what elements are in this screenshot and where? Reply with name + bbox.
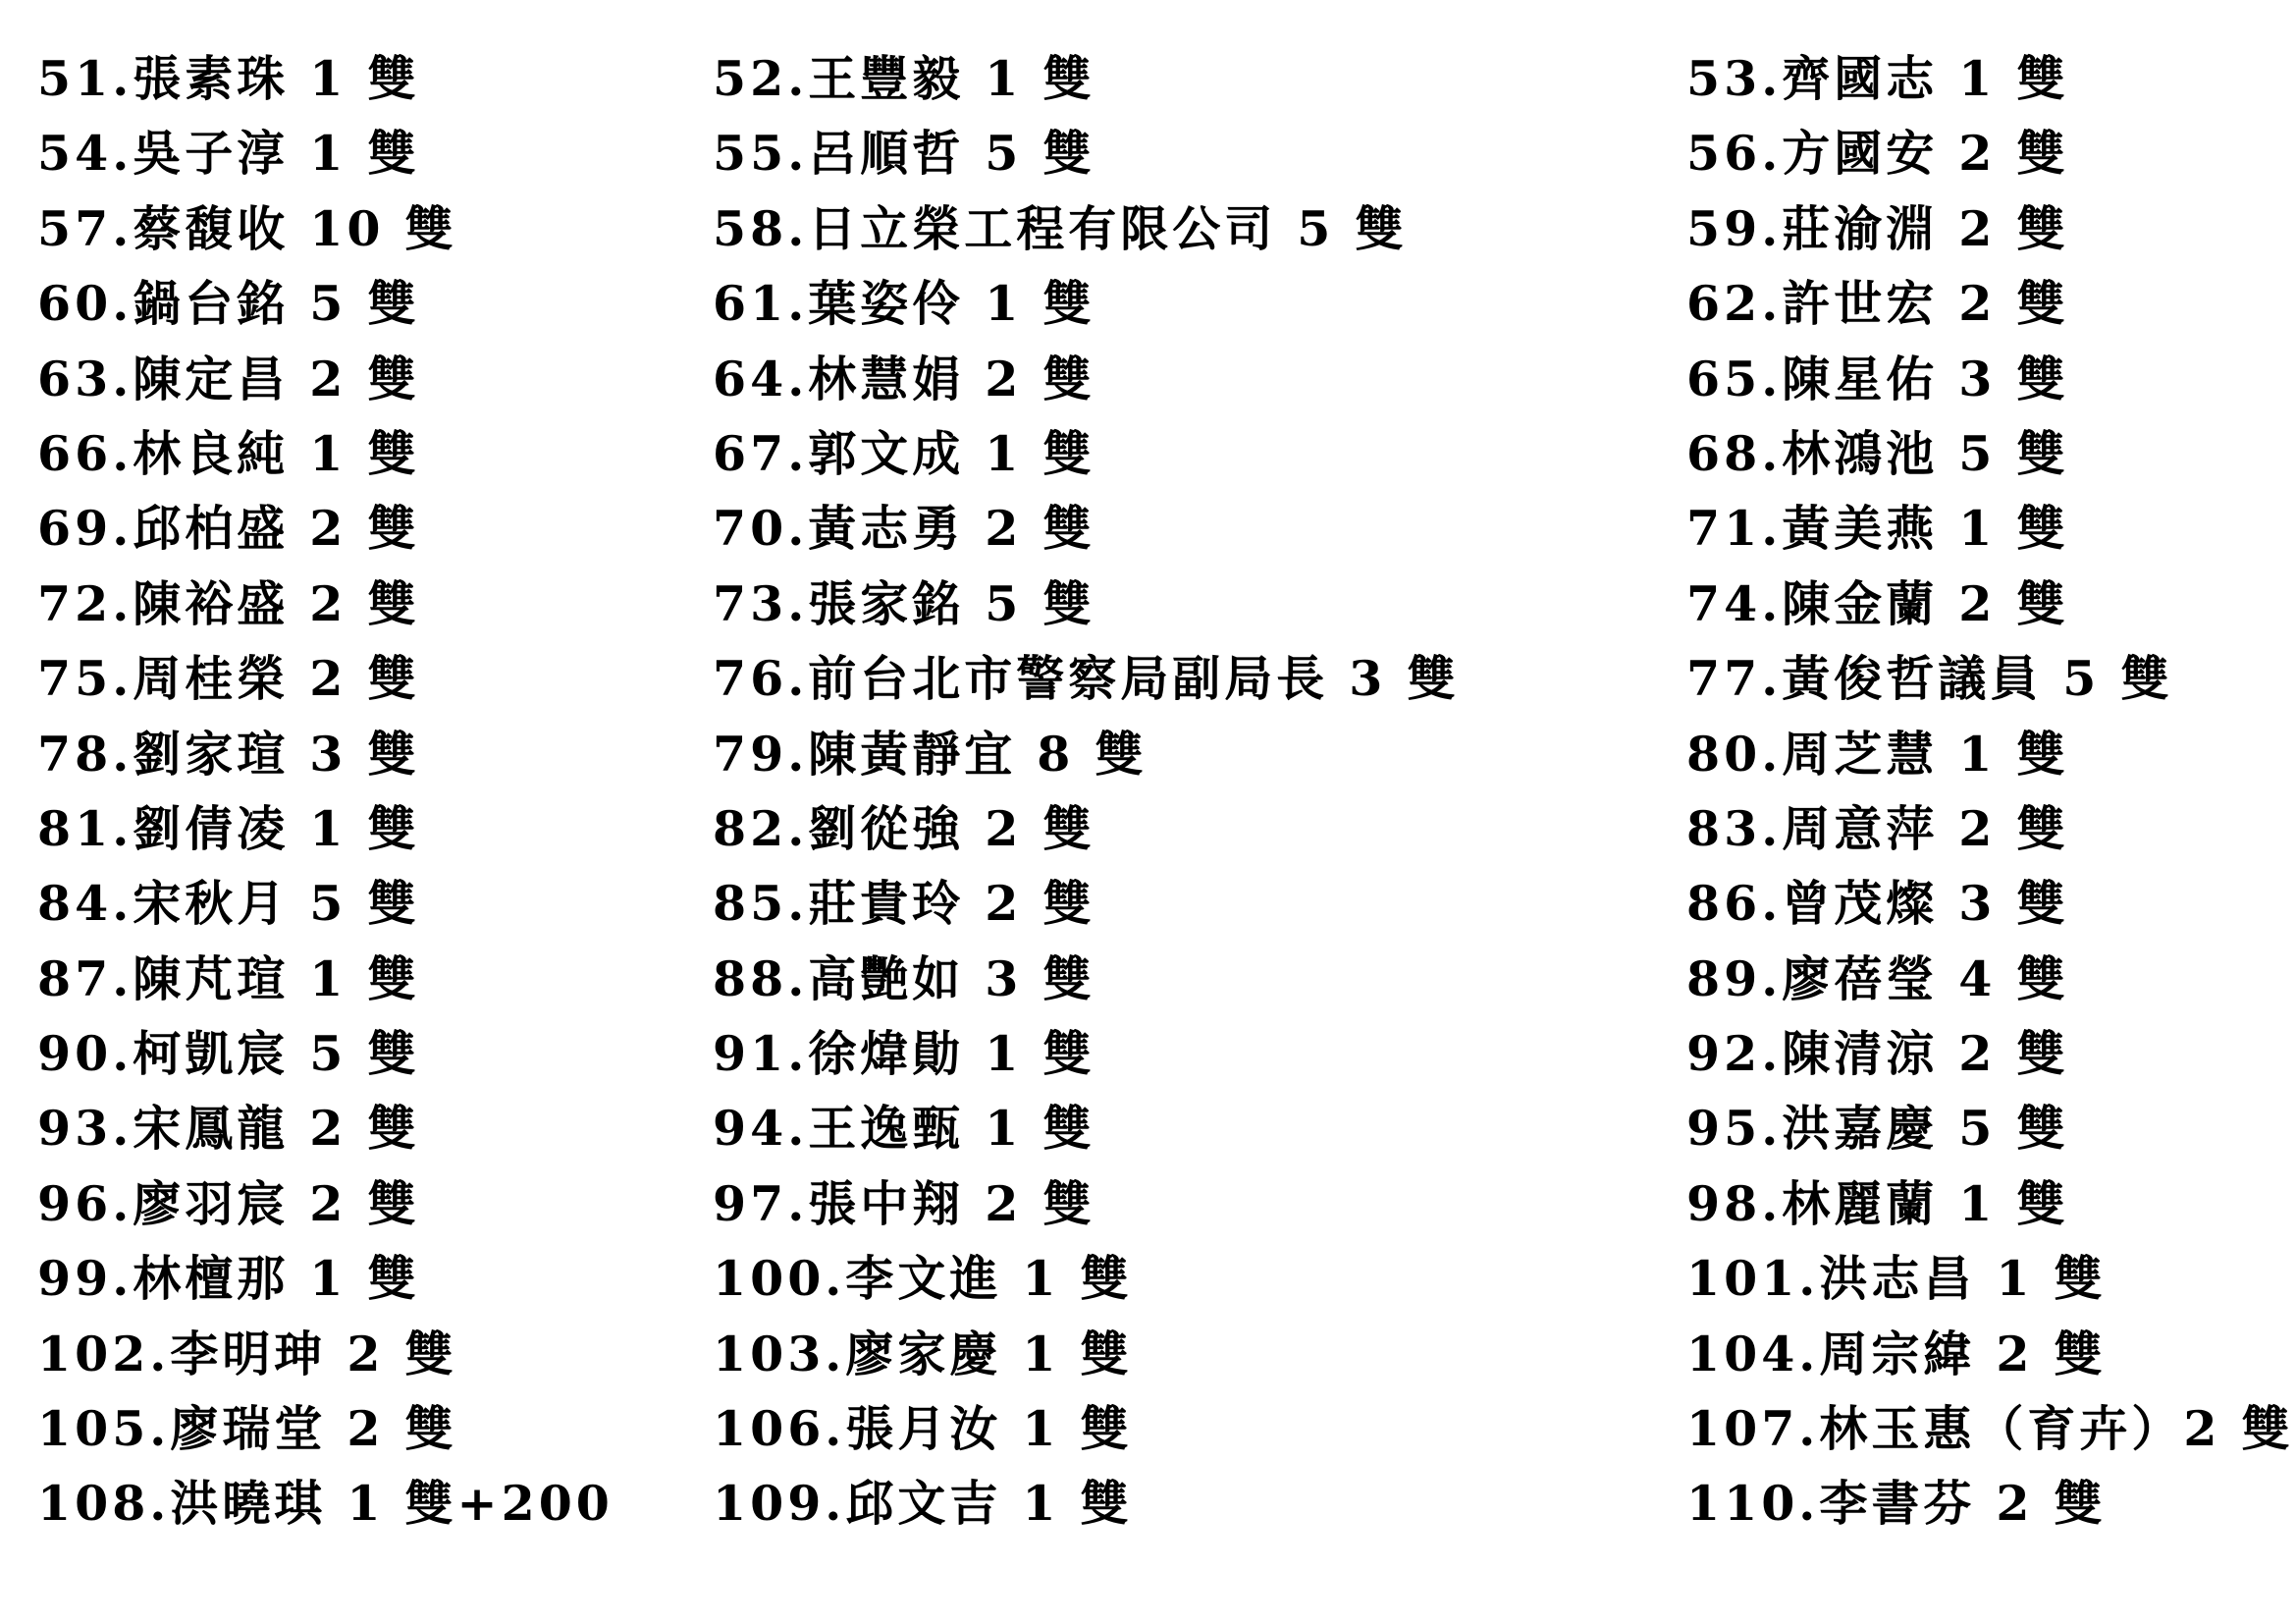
donor-entry: 70.黃志勇 2 雙 bbox=[713, 500, 1095, 558]
donor-entry: 82.劉從強 2 雙 bbox=[713, 799, 1095, 857]
donor-entry: 56.方國安 2 雙 bbox=[1686, 125, 2069, 183]
donor-entry: 99.林檀那 1 雙 bbox=[37, 1250, 420, 1308]
donor-entry: 98.林麗蘭 1 雙 bbox=[1686, 1174, 2069, 1232]
donor-entry: 100.李文進 1 雙 bbox=[713, 1250, 1133, 1308]
donor-entry: 102.李明珅 2 雙 bbox=[37, 1325, 457, 1382]
donor-column-2 bbox=[713, 41, 1459, 1542]
donor-entry: 60.鍋台銘 5 雙 bbox=[37, 275, 420, 333]
donor-entry: 103.廖家慶 1 雙 bbox=[713, 1325, 1133, 1382]
donor-entry: 52.王豐毅 1 雙 bbox=[713, 50, 1095, 107]
donor-entry: 65.陳星佑 3 雙 bbox=[1686, 350, 2069, 407]
donor-entry: 90.柯凱宸 5 雙 bbox=[37, 1025, 420, 1083]
donor-entry: 88.高艷如 3 雙 bbox=[713, 949, 1095, 1007]
donor-column-3 bbox=[1686, 41, 2294, 1542]
donor-entry: 66.林良純 1 雙 bbox=[37, 424, 420, 482]
donor-entry: 61.葉姿伶 1 雙 bbox=[713, 275, 1095, 333]
donor-entry: 91.徐煒勛 1 雙 bbox=[713, 1025, 1095, 1083]
donor-entry: 77.黃俊哲議員 5 雙 bbox=[1686, 650, 2173, 708]
donor-entry: 92.陳清涼 2 雙 bbox=[1686, 1025, 2069, 1083]
donor-entry: 95.洪嘉慶 5 雙 bbox=[1686, 1100, 2069, 1158]
donor-entry: 110.李書芬 2 雙 bbox=[1686, 1475, 2107, 1533]
donor-entry: 67.郭文成 1 雙 bbox=[713, 424, 1095, 482]
donor-entry: 78.劉家瑄 3 雙 bbox=[37, 725, 420, 783]
donor-entry: 57.蔡馥收 10 雙 bbox=[37, 199, 457, 257]
donor-entry: 63.陳定昌 2 雙 bbox=[37, 350, 420, 407]
donor-entry: 59.莊渝淵 2 雙 bbox=[1686, 199, 2069, 257]
donor-entry: 97.張中翔 2 雙 bbox=[713, 1174, 1095, 1232]
donor-entry: 74.陳金蘭 2 雙 bbox=[1686, 574, 2069, 632]
donor-entry: 108.洪曉琪 1 雙+200 bbox=[37, 1475, 614, 1533]
donor-entry: 85.莊貴玲 2 雙 bbox=[713, 875, 1095, 933]
donor-entry: 87.陳芃瑄 1 雙 bbox=[37, 949, 420, 1007]
donor-entry: 109.邱文吉 1 雙 bbox=[713, 1475, 1133, 1533]
donor-entry: 64.林慧娟 2 雙 bbox=[713, 350, 1095, 407]
donor-entry: 106.張月汝 1 雙 bbox=[713, 1400, 1133, 1458]
donor-entry: 107.林玉惠（育卉）2 雙 bbox=[1686, 1400, 2294, 1458]
donor-entry: 96.廖羽宸 2 雙 bbox=[37, 1174, 420, 1232]
donor-entry: 73.張家銘 5 雙 bbox=[713, 574, 1095, 632]
donor-entry: 71.黃美燕 1 雙 bbox=[1686, 500, 2069, 558]
donor-entry: 68.林鴻池 5 雙 bbox=[1686, 424, 2069, 482]
donor-entry: 54.吳子淳 1 雙 bbox=[37, 125, 420, 183]
donor-entry: 58.日立榮工程有限公司 5 雙 bbox=[713, 199, 1408, 257]
donor-entry: 104.周宗緯 2 雙 bbox=[1686, 1325, 2107, 1382]
donor-entry: 80.周芝慧 1 雙 bbox=[1686, 725, 2069, 783]
donor-entry: 84.宋秋月 5 雙 bbox=[37, 875, 420, 933]
donor-entry: 51.張素珠 1 雙 bbox=[37, 50, 420, 107]
donor-entry: 55.呂順哲 5 雙 bbox=[713, 125, 1095, 183]
donor-entry: 79.陳黃靜宜 8 雙 bbox=[713, 725, 1148, 783]
donor-entry: 86.曾茂燦 3 雙 bbox=[1686, 875, 2069, 933]
donor-entry: 81.劉倩凌 1 雙 bbox=[37, 799, 420, 857]
donor-entry: 89.廖蓓瑩 4 雙 bbox=[1686, 949, 2069, 1007]
donor-column-1 bbox=[37, 41, 614, 1542]
donor-entry: 76.前台北市警察局副局長 3 雙 bbox=[713, 650, 1460, 708]
donor-entry: 72.陳裕盛 2 雙 bbox=[37, 574, 420, 632]
donor-entry: 62.許世宏 2 雙 bbox=[1686, 275, 2069, 333]
donor-entry: 94.王逸甄 1 雙 bbox=[713, 1100, 1095, 1158]
donor-entry: 69.邱柏盛 2 雙 bbox=[37, 500, 420, 558]
donor-entry: 75.周桂榮 2 雙 bbox=[37, 650, 420, 708]
donor-entry: 53.齊國志 1 雙 bbox=[1686, 50, 2069, 107]
donor-entry: 93.宋鳳龍 2 雙 bbox=[37, 1100, 420, 1158]
donor-entry: 83.周意萍 2 雙 bbox=[1686, 799, 2069, 857]
donor-entry: 105.廖瑞堂 2 雙 bbox=[37, 1400, 457, 1458]
donor-entry: 101.洪志昌 1 雙 bbox=[1686, 1250, 2107, 1308]
